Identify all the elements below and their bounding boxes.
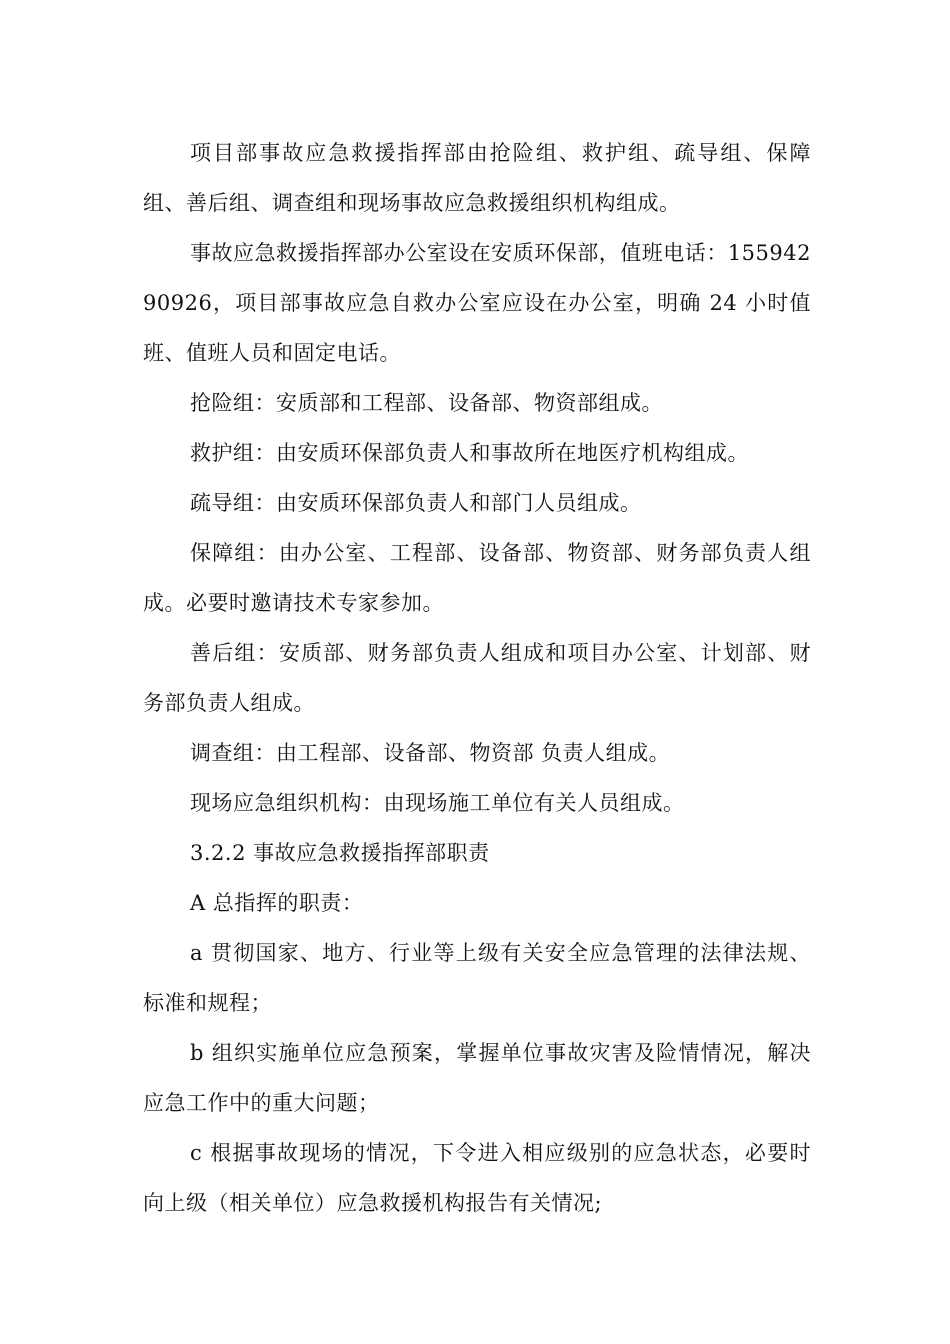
paragraph-onsite-organization: 现场应急组织机构：由现场施工单位有关人员组成。 bbox=[190, 791, 685, 815]
paragraph-investigation-group: 调查组：由工程部、设备部、物资部 负责人组成。 bbox=[190, 741, 671, 765]
duty-item-c: c 根据事故现场的情况，下令进入相应级别的应急状态，必要时向上级（相关单位）应急救援机构报告有关情况; bbox=[143, 1141, 811, 1215]
section-heading: 3.2.2 事故应急救援指挥部职责 bbox=[190, 841, 490, 865]
paragraph-organization: 项目部事故应急救援指挥部由抢险组、救护组、疏导组、保障组、善后组、调查组和现场事故应急救援组织机构组成。 bbox=[143, 141, 811, 215]
paragraph-office-phone: 事故应急救援指挥部办公室设在安质环保部，值班电话：15594290926，项目部事故应急自救办公室应设在办公室，明确 24 小时值班、值班人员和固定电话。 bbox=[143, 241, 811, 365]
paragraph-medical-group: 救护组：由安质环保部负责人和事故所在地医疗机构组成。 bbox=[190, 441, 749, 465]
subsection-heading: A 总指挥的职责： bbox=[190, 891, 364, 915]
paragraph-rescue-group: 抢险组：安质部和工程部、设备部、物资部组成。 bbox=[190, 391, 663, 415]
paragraph-support-group: 保障组：由办公室、工程部、设备部、物资部、财务部负责人组成。必要时邀请技术专家参加。 bbox=[143, 541, 811, 615]
document-body bbox=[143, 128, 811, 1228]
paragraph-aftermath-group: 善后组：安质部、财务部负责人组成和项目办公室、计划部、财务部负责人组成。 bbox=[143, 641, 811, 715]
paragraph-evacuation-group: 疏导组：由安质环保部负责人和部门人员组成。 bbox=[190, 491, 642, 515]
duty-item-a: a 贯彻国家、地方、行业等上级有关安全应急管理的法律法规、标准和规程； bbox=[143, 941, 811, 1015]
duty-item-b: b 组织实施单位应急预案，掌握单位事故灾害及险情情况，解决应急工作中的重大问题； bbox=[143, 1041, 811, 1115]
